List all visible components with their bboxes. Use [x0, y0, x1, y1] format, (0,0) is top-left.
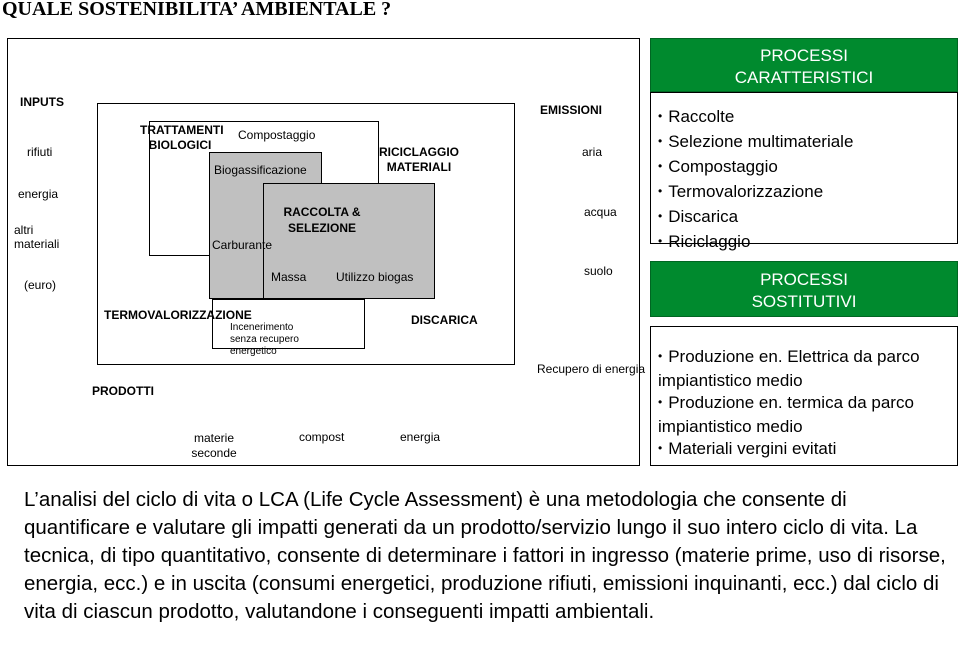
page-title: QUALE SOSTENIBILITA’ AMBIENTALE ? — [2, 0, 392, 20]
prodotto-compost: compost — [299, 430, 345, 444]
recupero-energia-label: Recupero di energia — [537, 362, 646, 376]
list-item: • Selezione multimateriale — [658, 130, 853, 155]
processi-sostitutivi-list — [658, 346, 953, 462]
biogassificazione-label: Biogassificazione — [214, 163, 307, 177]
emissione-acqua: acqua — [584, 205, 617, 219]
incenerimento-label: Incenerimento senza recupero energetico — [230, 322, 299, 357]
riciclaggio-materiali-label: RICICLAGGIO MATERIALI — [379, 145, 459, 174]
list-item: • Produzione en. Elettrica da parco impiantistico medio — [658, 346, 953, 392]
prodotto-materie-seconde: materie seconde — [191, 431, 237, 460]
termovalorizzazione-label: TERMOVALORIZZAZIONE — [104, 308, 252, 322]
prodotti-heading: PRODOTTI — [92, 384, 154, 398]
processi-sostitutivi-heading: PROCESSI SOSTITUTIVI — [650, 261, 958, 317]
trattamenti-biologici-label: TRATTAMENTI BIOLOGICI — [140, 123, 224, 152]
processi-caratteristici-heading: PROCESSI CARATTERISTICI — [650, 38, 958, 92]
list-item: • Raccolte — [658, 105, 853, 130]
list-item: • Materiali vergini evitati — [658, 438, 953, 462]
list-item: • Termovalorizzazione — [658, 180, 853, 205]
input-energia: energia — [18, 187, 59, 201]
discarica-label: DISCARICA — [411, 313, 478, 327]
emissione-aria: aria — [582, 145, 603, 159]
lca-description: L’analisi del ciclo di vita o LCA (Life Cycle Assessment) è una metodologia che consente di quantificare e valutare gli impatti generati da un prodotto/servizio lungo il suo intero ciclo di vita. La tecnica, di tipo quantitativo, consente di determinare i fattori in ingresso (materie prime, uso di risorse, energia, ecc.) e in uscita (consumi energetici, produzione rifiuti, emissioni inquinanti, ecc.) dal ciclo di vita di ciascun prodotto, valutandone i conseguenti impatti ambientali. — [24, 488, 946, 623]
raccolta-selezione-label: RACCOLTA & SELEZIONE — [283, 205, 361, 235]
processi-caratteristici-list — [658, 105, 853, 255]
list-item: • Discarica — [658, 205, 853, 230]
list-item: • Produzione en. termica da parco impiantistico medio — [658, 392, 953, 438]
compostaggio-label: Compostaggio — [238, 128, 316, 142]
list-item: • Compostaggio — [658, 155, 853, 180]
massa-label: Massa — [271, 270, 307, 284]
list-item: • Riciclaggio — [658, 230, 853, 255]
carburante-label: Carburante — [212, 238, 273, 252]
inputs-heading: INPUTS — [20, 95, 65, 109]
prodotto-energia: energia — [400, 430, 441, 444]
utilizzo-biogas-label: Utilizzo biogas — [336, 270, 414, 284]
emissioni-heading: EMISSIONI — [540, 103, 603, 117]
input-euro: (euro) — [24, 278, 57, 292]
input-altri-materiali: altri materiali — [14, 223, 60, 251]
emissione-suolo: suolo — [584, 264, 613, 278]
input-rifiuti: rifiuti — [27, 145, 53, 159]
